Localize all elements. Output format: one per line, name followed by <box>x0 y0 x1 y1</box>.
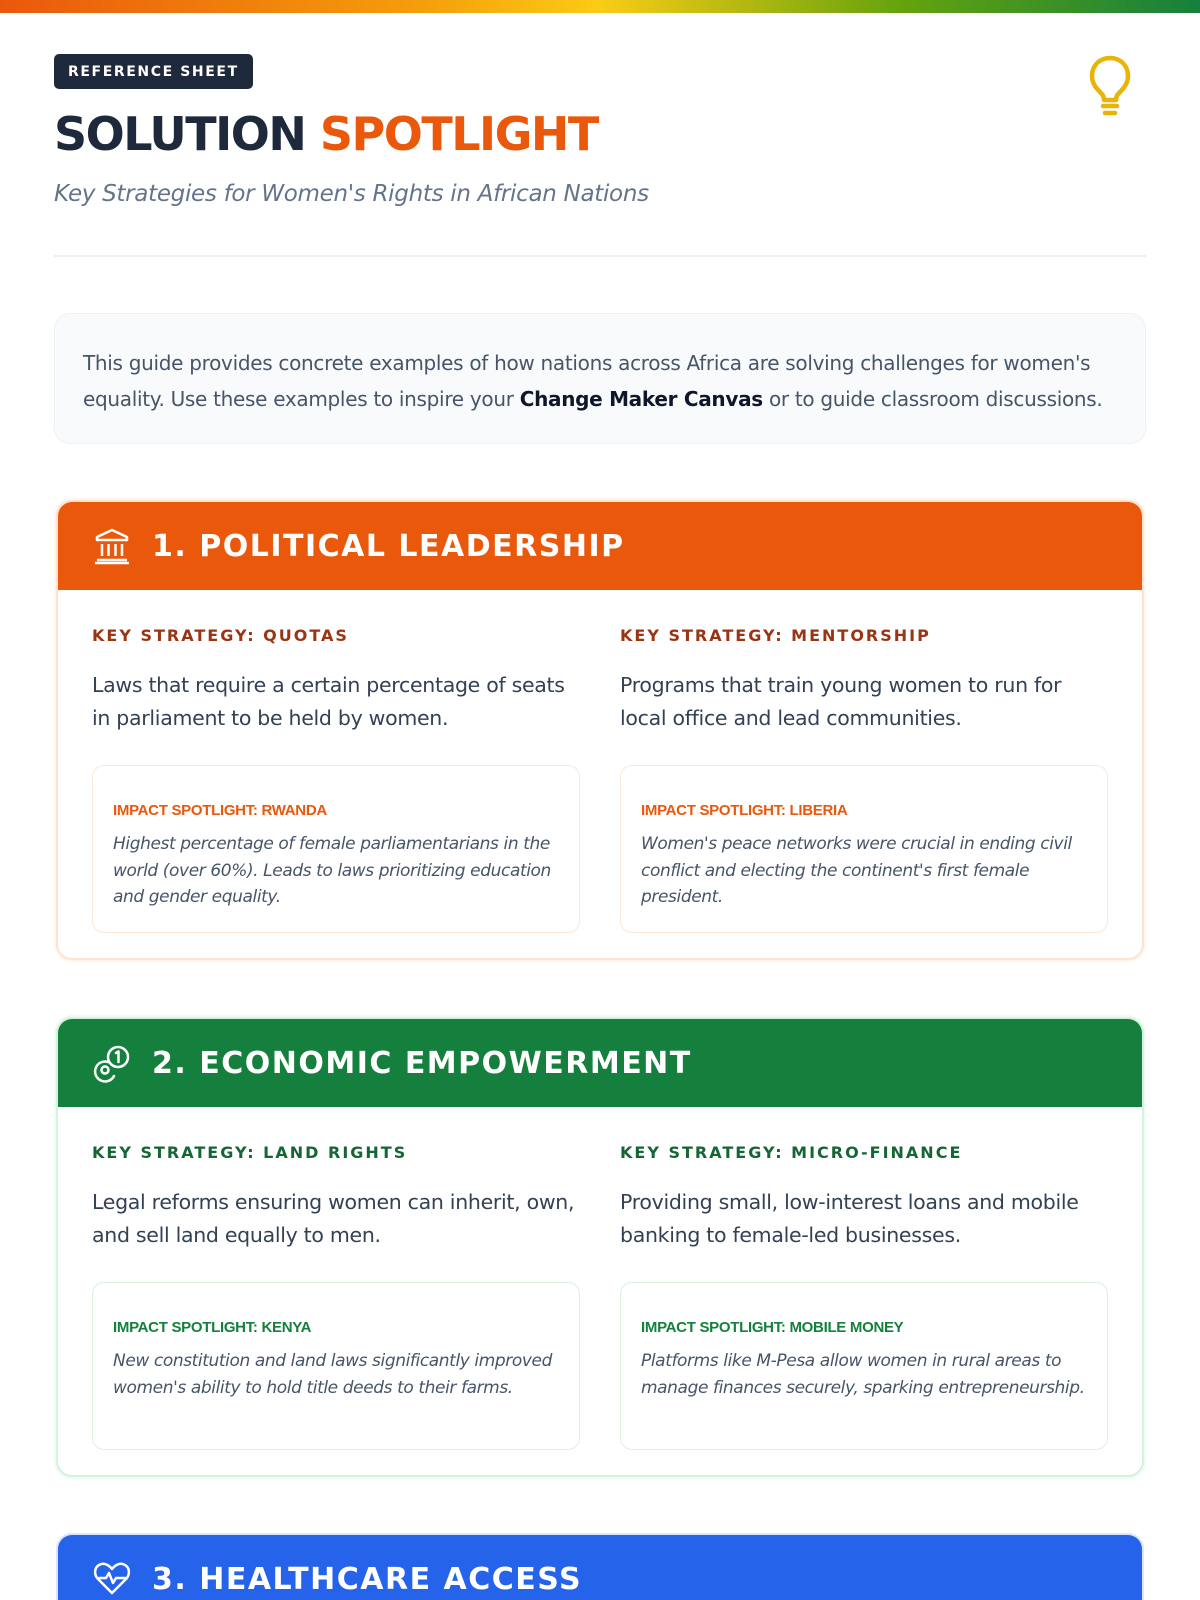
title-accent: SPOTLIGHT <box>319 107 598 161</box>
impact-text: Highest percentage of female parliamentarians in the world (over 60%). Leads to laws prioritizing education and gender equality. <box>113 834 551 907</box>
impact-label: IMPACT SPOTLIGHT: LIBERIA <box>641 802 848 819</box>
impact-label: IMPACT SPOTLIGHT: RWANDA <box>113 802 327 819</box>
lightbulb-icon <box>1088 54 1132 118</box>
strategy-card <box>92 626 580 933</box>
impact-label: IMPACT SPOTLIGHT: KENYA <box>113 1319 312 1336</box>
intro-text: This guide provides concrete examples of how nations across Africa are solving challenges for women's equality. Use these examples to inspire your <box>83 351 1091 411</box>
section-title: 1. POLITICAL LEADERSHIP <box>152 528 625 564</box>
strategy-kicker: KEY STRATEGY: QUOTAS <box>92 626 349 645</box>
strategy-card <box>92 1143 580 1450</box>
intro-bold-term: Change Maker Canvas <box>519 387 763 411</box>
intro-box <box>54 313 1146 444</box>
heart-pulse-icon <box>92 1559 132 1599</box>
page-title <box>54 107 1146 161</box>
coins-icon <box>92 1043 132 1083</box>
strategy-kicker: KEY STRATEGY: MICRO-FINANCE <box>620 1143 963 1162</box>
intro-text-end: or to guide classroom discussions. <box>762 387 1103 411</box>
landmark-icon <box>92 526 132 566</box>
strategy-description: Laws that require a certain percentage of seats in parliament to be held by women. <box>92 673 565 730</box>
section-healthcare-access <box>56 1533 1144 1600</box>
section-economic-empowerment <box>56 1017 1144 1477</box>
title-main: SOLUTION <box>54 107 306 161</box>
strategy-description: Legal reforms ensuring women can inherit, own, and sell land equally to men. <box>92 1190 575 1247</box>
impact-box <box>92 765 580 933</box>
reference-sheet-badge: REFERENCE SHEET <box>54 54 253 89</box>
header-divider <box>54 255 1146 257</box>
strategy-kicker: KEY STRATEGY: MENTORSHIP <box>620 626 931 645</box>
top-gradient-bar <box>0 0 1200 13</box>
strategy-card <box>620 1143 1108 1450</box>
section-political-leadership <box>56 500 1144 960</box>
impact-text: New constitution and land laws significantly improved women's ability to hold title deeds to their farms. <box>113 1351 553 1398</box>
section-title: 2. ECONOMIC EMPOWERMENT <box>152 1045 692 1081</box>
section-header <box>58 1535 1142 1600</box>
page-subtitle: Key Strategies for Women's Rights in African Nations <box>54 181 649 207</box>
impact-text: Platforms like M-Pesa allow women in rural areas to manage finances securely, sparking entrepreneurship. <box>641 1351 1085 1398</box>
strategy-card <box>620 626 1108 933</box>
impact-text: Women's peace networks were crucial in ending civil conflict and electing the continent's first female president. <box>641 834 1072 907</box>
strategy-description: Programs that train young women to run for local office and lead communities. <box>620 673 1062 730</box>
impact-box <box>620 1282 1108 1450</box>
impact-box <box>620 765 1108 933</box>
strategy-description: Providing small, low-interest loans and mobile banking to female-led businesses. <box>620 1190 1079 1247</box>
page-header <box>54 54 1146 207</box>
strategy-kicker: KEY STRATEGY: LAND RIGHTS <box>92 1143 408 1162</box>
section-header <box>58 1019 1142 1107</box>
section-header <box>58 502 1142 590</box>
impact-box <box>92 1282 580 1450</box>
section-title: 3. HEALTHCARE ACCESS <box>152 1561 583 1597</box>
impact-label: IMPACT SPOTLIGHT: MOBILE MONEY <box>641 1319 904 1336</box>
